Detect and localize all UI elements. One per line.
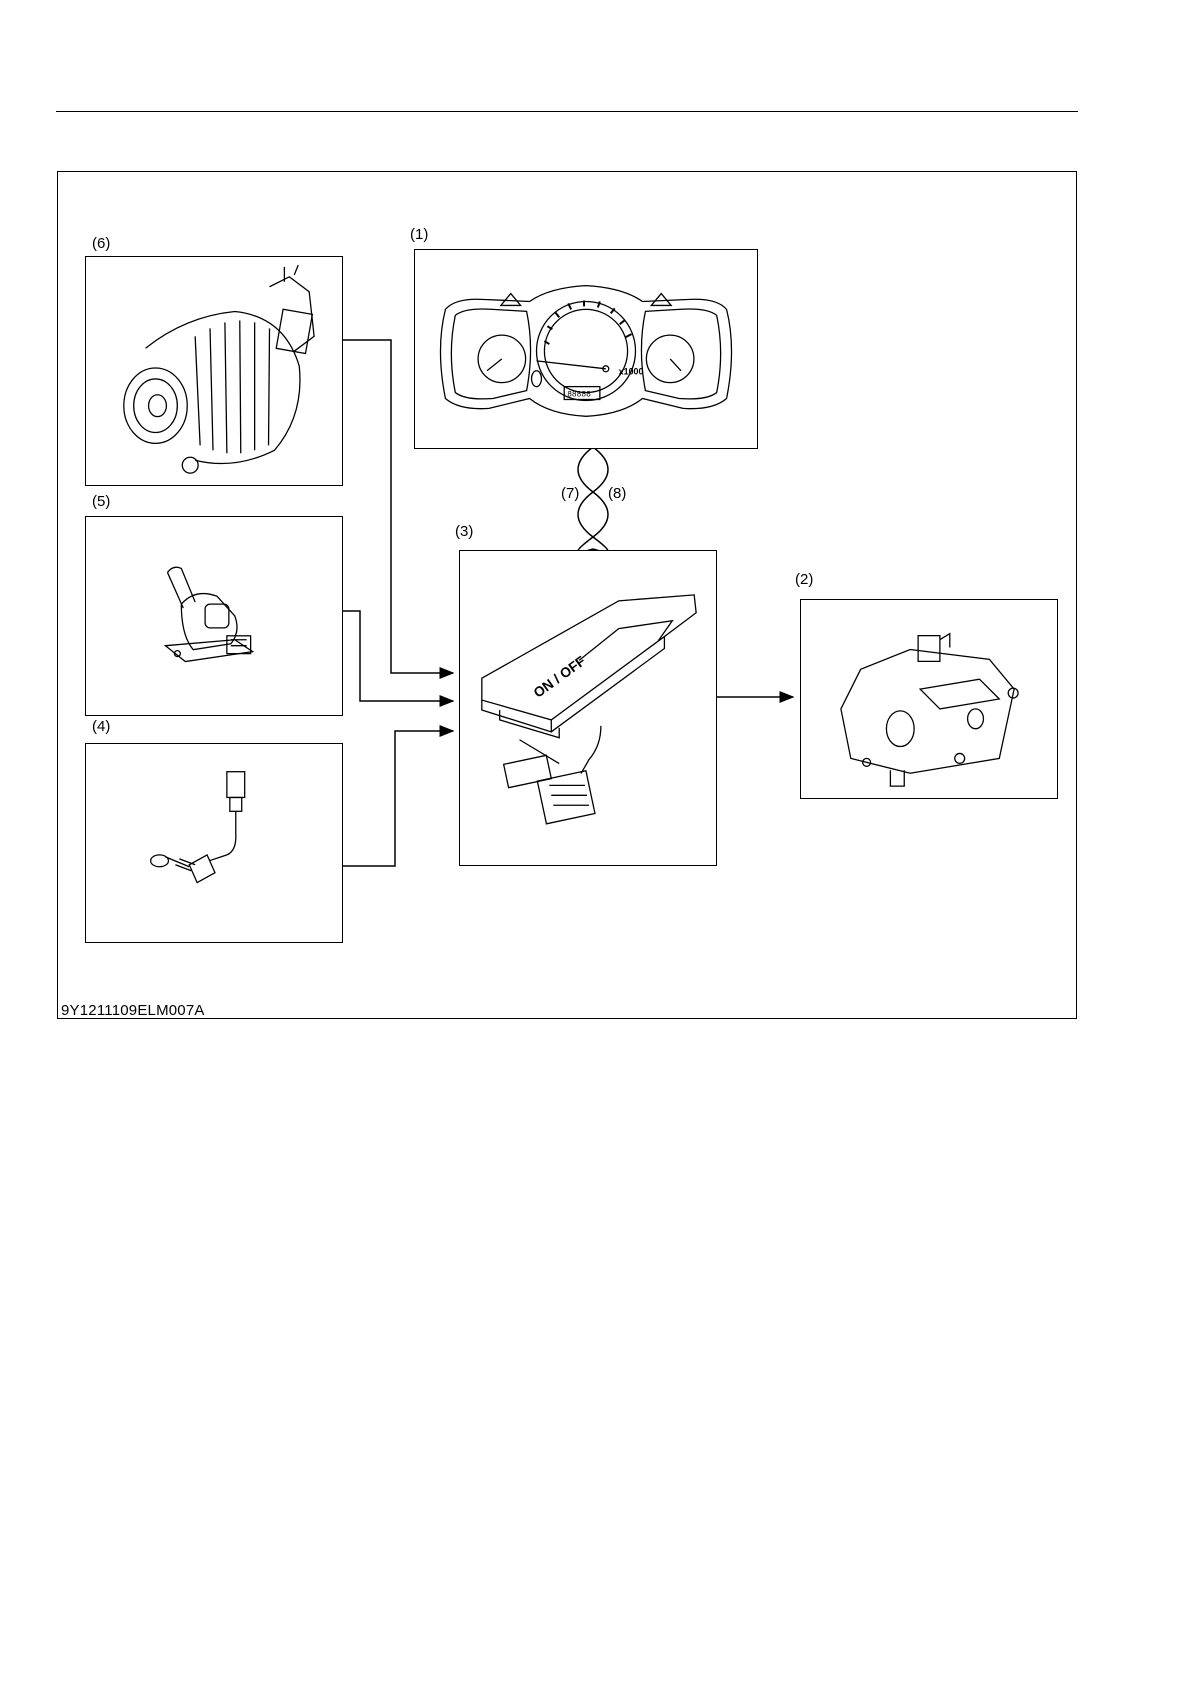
label-controller: (3) [455,523,474,540]
rpm-unit-text: x1000 [618,366,644,377]
speed-sensor-illustration [86,744,342,942]
position-sensor-box [85,516,343,716]
valve-unit-illustration [801,600,1057,798]
valve-unit-box [800,599,1058,799]
label-valve-unit: (2) [795,571,814,588]
alternator-box [85,256,343,486]
speed-sensor-box [85,743,343,943]
label-signal-a: (7) [561,485,580,502]
position-sensor-illustration [86,517,342,715]
alternator-illustration [86,257,342,485]
label-position-sensor: (5) [92,493,111,510]
meter-panel-illustration [415,250,757,448]
controller-on-off-text: ON / OFF [530,652,589,701]
hour-meter-text: 88888 [567,390,591,400]
controller-illustration [460,551,716,865]
label-signal-b: (8) [608,485,627,502]
figure-code: 9Y1211109ELM007A [61,1002,205,1019]
meter-panel-box [414,249,758,449]
twisted-pair-wire [578,447,608,552]
label-alternator: (6) [92,235,111,252]
wire-speed-sensor-to-controller [341,731,453,866]
label-meter-panel: (1) [410,226,429,243]
controller-box [459,550,717,866]
label-speed-sensor: (4) [92,718,111,735]
wire-position-sensor-to-controller [341,611,453,701]
